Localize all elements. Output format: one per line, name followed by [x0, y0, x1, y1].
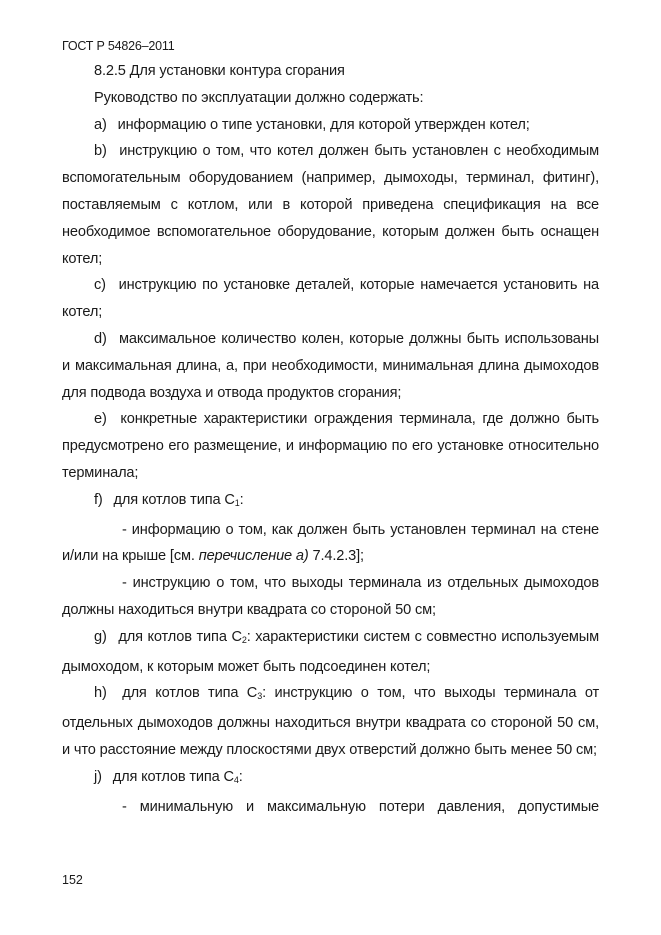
- section-title: 8.2.5 Для установки контура сгорания: [94, 63, 345, 79]
- document-header: ГОСТ Р 54826–2011: [62, 39, 175, 53]
- list-item-text: для котлов типа C: [122, 685, 258, 702]
- list-item-d: [62, 326, 599, 406]
- list-marker: e): [94, 411, 107, 428]
- list-marker: d): [94, 330, 107, 347]
- list-item-j: [62, 764, 599, 794]
- list-item-text: конкретные характеристики ограждения терминала, где должно быть предусмотрено его размещение, и информацию по его установке относительно терминала;: [62, 411, 599, 481]
- list-marker: j): [94, 768, 102, 785]
- intro-paragraph: Руководство по эксплуатации должно содержать:: [94, 89, 424, 106]
- list-item-text-tail: :: [239, 491, 244, 508]
- list-item-text: максимальное количество колен, которые должны быть использованы и максимальная длина, а, при необходимости, минимальная длина дымоходов для подвода воздуха и отвода продуктов сгорания;: [62, 330, 599, 401]
- list-marker: h): [94, 685, 107, 702]
- document-body: [62, 58, 599, 820]
- list-marker: a): [94, 116, 107, 133]
- list-item-b: [62, 138, 599, 272]
- list-marker: g): [94, 628, 107, 645]
- subscript: 1: [234, 497, 240, 508]
- subscript: 2: [241, 634, 247, 645]
- list-item-h: [62, 680, 599, 763]
- list-item-text-tail: : инструкцию о том, что выходы терминала от отдельных дымоходов должны находиться внутри квадрата со стороной 50 см, и что расстояние между плоскостями двух отверстий должно быть менее 50 см;: [62, 685, 600, 758]
- sub-item-text: - информацию о том, как должен быть установлен терминал на стене и/или на крыше [см.: [62, 521, 599, 565]
- list-item-f: [62, 487, 599, 517]
- sub-item-f-1: [62, 517, 599, 571]
- list-item-e: [62, 406, 599, 486]
- list-marker: b): [94, 143, 107, 160]
- list-item-text-tail: :: [238, 768, 243, 785]
- list-item-g: [62, 624, 599, 681]
- list-item-text: инструкцию о том, что котел должен быть установлен с необходимым вспомогательным оборудованием (например, дымоходы, терминал, фитинг), поставляемым с котлом, или в которой приведена спецификация на все необходимое вспомогательное оборудование, которым должен быть оснащен котел;: [62, 143, 599, 267]
- sub-item-f-2: - инструкцию о том, что выходы терминала из отдельных дымоходов должны находиться внутри квадрата со стороной 50 см;: [62, 575, 599, 618]
- list-item-text: информацию о типе установки, для которой утвержден котел;: [117, 116, 530, 133]
- sub-item-j-1: - минимальную и максимальную потери давления, допустимые: [122, 798, 599, 815]
- sub-item-text-tail: 7.4.2.3];: [308, 548, 364, 565]
- list-item-text-tail: : характеристики систем с совместно используемым дымоходом, к которым может быть подсоединен котел;: [62, 628, 600, 675]
- list-item-text: для котлов типа C: [118, 628, 242, 645]
- subscript: 4: [233, 774, 239, 785]
- list-item-text: для котлов типа C: [113, 491, 235, 508]
- page-number: 152: [62, 873, 83, 887]
- list-item-text: инструкцию по установке деталей, которые намечается установить на котел;: [62, 277, 599, 321]
- subscript: 3: [257, 691, 263, 702]
- list-item-c: [62, 272, 599, 326]
- italic-reference: перечисление а): [198, 548, 309, 565]
- list-item-a: [62, 112, 599, 139]
- list-item-text: для котлов типа C: [112, 768, 234, 785]
- list-marker: c): [94, 277, 106, 294]
- list-marker: f): [94, 491, 103, 508]
